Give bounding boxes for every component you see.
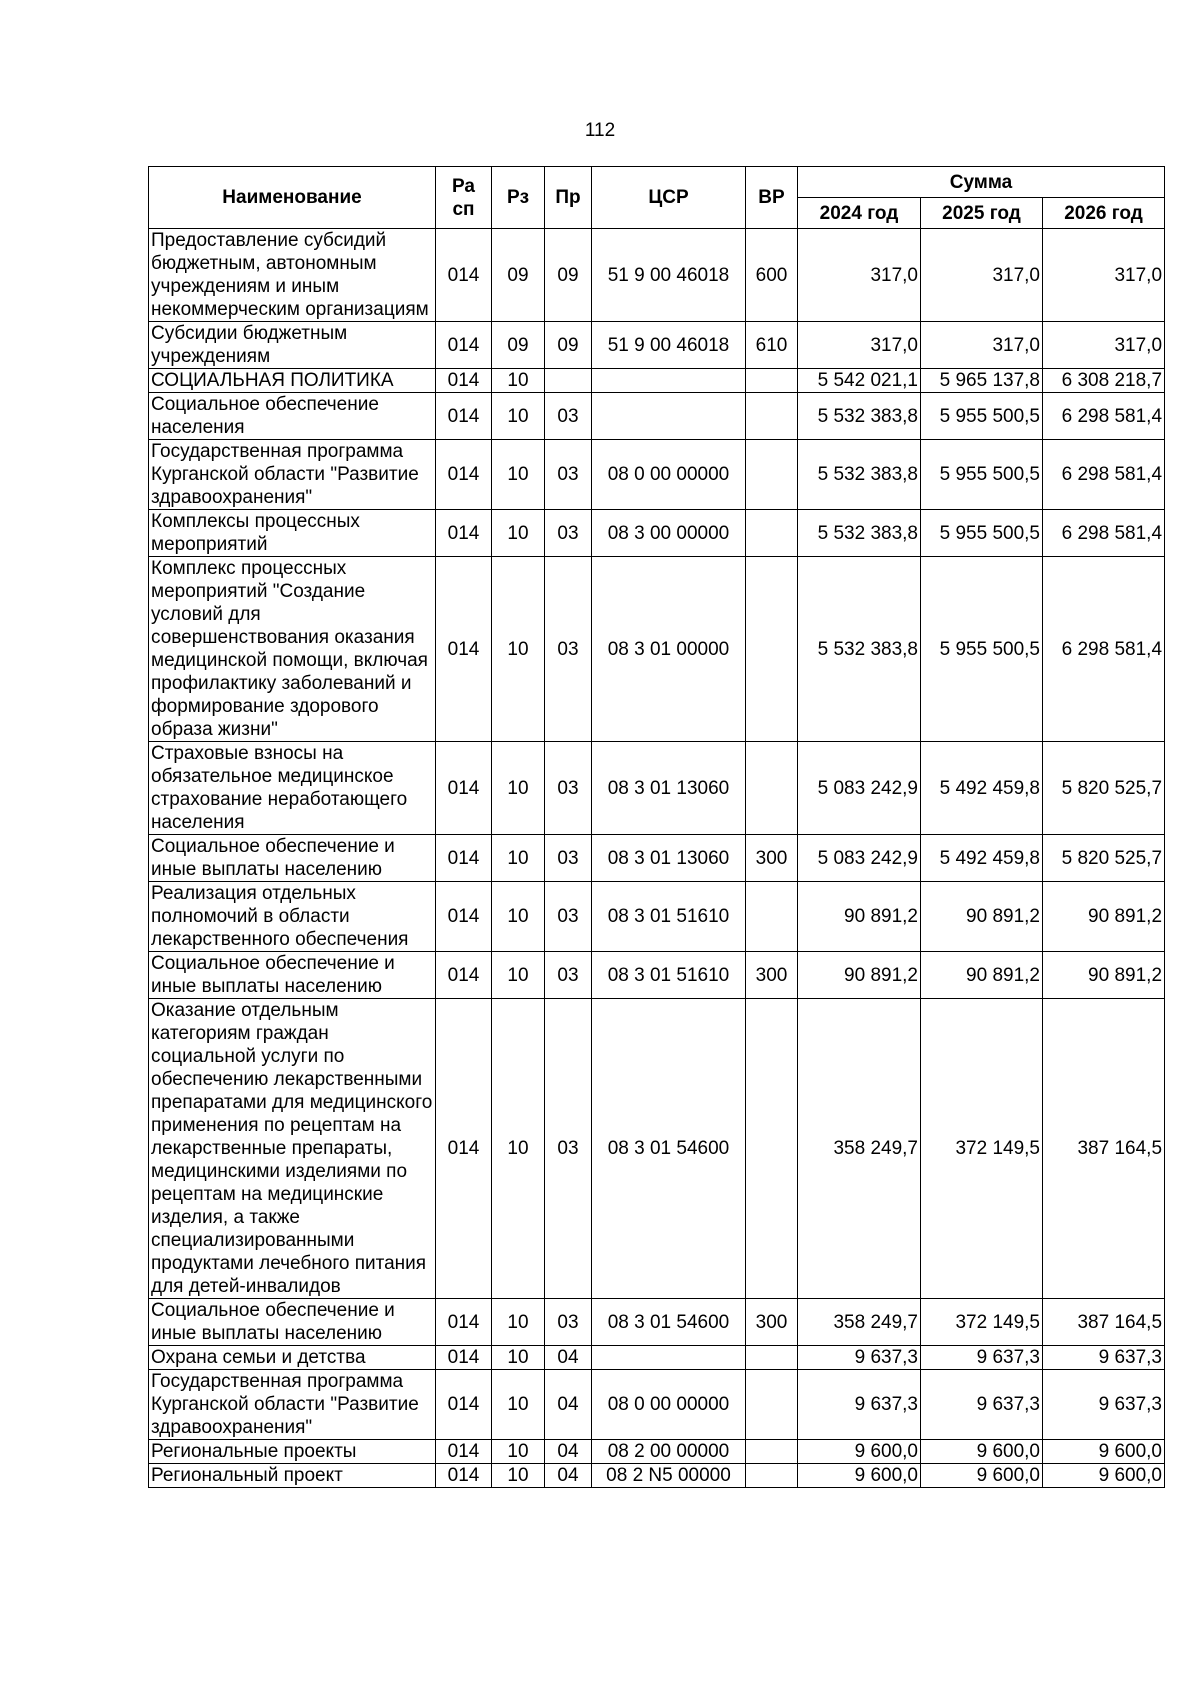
cell-vr: [746, 1464, 798, 1488]
cell-name: СОЦИАЛЬНАЯ ПОЛИТИКА: [149, 369, 436, 393]
cell-rasp: 014: [436, 999, 492, 1299]
cell-y2025: 372 149,5: [921, 1299, 1043, 1346]
cell-vr: [746, 369, 798, 393]
cell-vr: 300: [746, 835, 798, 882]
cell-y2026: 90 891,2: [1043, 882, 1165, 952]
cell-name: Региональный проект: [149, 1464, 436, 1488]
cell-pr: 04: [545, 1440, 592, 1464]
table-row: [149, 229, 1165, 322]
cell-pr: 03: [545, 393, 592, 440]
cell-pr: 04: [545, 1464, 592, 1488]
cell-rz: 10: [492, 882, 545, 952]
table-row: [149, 1370, 1165, 1440]
budget-table: [148, 166, 1165, 1488]
cell-y2025: 90 891,2: [921, 882, 1043, 952]
cell-y2025: 5 955 500,5: [921, 393, 1043, 440]
cell-rasp: 014: [436, 393, 492, 440]
cell-rasp: 014: [436, 322, 492, 369]
cell-y2025: 90 891,2: [921, 952, 1043, 999]
cell-y2025: 9 600,0: [921, 1440, 1043, 1464]
cell-csr: 08 3 01 13060: [592, 835, 746, 882]
cell-y2024: 5 083 242,9: [798, 835, 921, 882]
col-header-sum: Сумма: [798, 167, 1165, 198]
cell-y2024: 9 637,3: [798, 1370, 921, 1440]
cell-y2024: 5 542 021,1: [798, 369, 921, 393]
cell-pr: 09: [545, 229, 592, 322]
cell-y2026: 317,0: [1043, 322, 1165, 369]
cell-vr: [746, 999, 798, 1299]
cell-csr: 08 3 00 00000: [592, 510, 746, 557]
cell-rz: 09: [492, 322, 545, 369]
cell-rz: 10: [492, 1346, 545, 1370]
cell-csr: 08 2 00 00000: [592, 1440, 746, 1464]
cell-rasp: 014: [436, 1440, 492, 1464]
cell-y2026: 317,0: [1043, 229, 1165, 322]
table-row: [149, 1346, 1165, 1370]
cell-vr: [746, 440, 798, 510]
cell-name: Оказание отдельным категориям граждан социальной услуги по обеспечению лекарственными препаратами для медицинского применения по рецептам на лекарственные препараты, медицинскими изделиями по рецептам на медицинские изделия, а также специализированными продуктами лечебного питания для детей-инвалидов: [149, 999, 436, 1299]
cell-pr: 03: [545, 1299, 592, 1346]
cell-pr: 03: [545, 882, 592, 952]
cell-pr: 03: [545, 510, 592, 557]
cell-y2026: 90 891,2: [1043, 952, 1165, 999]
table-body: [149, 229, 1165, 1488]
cell-vr: 610: [746, 322, 798, 369]
cell-y2024: 5 532 383,8: [798, 393, 921, 440]
cell-csr: 08 3 01 00000: [592, 557, 746, 742]
cell-y2026: 6 298 581,4: [1043, 440, 1165, 510]
cell-csr: 08 3 01 54600: [592, 1299, 746, 1346]
cell-y2024: 358 249,7: [798, 1299, 921, 1346]
cell-rz: 10: [492, 952, 545, 999]
cell-rz: 10: [492, 835, 545, 882]
cell-rasp: 014: [436, 1464, 492, 1488]
cell-y2026: 6 298 581,4: [1043, 557, 1165, 742]
cell-name: Государственная программа Курганской области "Развитие здравоохранения": [149, 1370, 436, 1440]
table-row: [149, 952, 1165, 999]
page-number: 112: [584, 120, 616, 141]
table-row: [149, 440, 1165, 510]
cell-rasp: 014: [436, 510, 492, 557]
cell-vr: [746, 882, 798, 952]
cell-name: Региональные проекты: [149, 1440, 436, 1464]
cell-csr: 51 9 00 46018: [592, 322, 746, 369]
cell-rasp: 014: [436, 229, 492, 322]
cell-y2024: 5 532 383,8: [798, 510, 921, 557]
col-header-rz: Рз: [492, 167, 545, 229]
cell-rz: 09: [492, 229, 545, 322]
cell-rasp: 014: [436, 835, 492, 882]
cell-pr: 03: [545, 557, 592, 742]
cell-csr: 08 2 N5 00000: [592, 1464, 746, 1488]
cell-name: Социальное обеспечение и иные выплаты населению: [149, 1299, 436, 1346]
col-header-pr: Пр: [545, 167, 592, 229]
table-row: [149, 557, 1165, 742]
cell-y2024: 9 600,0: [798, 1440, 921, 1464]
cell-y2026: 6 308 218,7: [1043, 369, 1165, 393]
cell-rz: 10: [492, 999, 545, 1299]
cell-y2025: 317,0: [921, 322, 1043, 369]
cell-y2026: 387 164,5: [1043, 999, 1165, 1299]
cell-y2024: 317,0: [798, 229, 921, 322]
cell-pr: 03: [545, 952, 592, 999]
table-row: [149, 510, 1165, 557]
cell-name: Социальное обеспечение и иные выплаты населению: [149, 952, 436, 999]
table-row: [149, 322, 1165, 369]
cell-csr: [592, 369, 746, 393]
cell-name: Предоставление субсидий бюджетным, автономным учреждениям и иным некоммерческим организациям: [149, 229, 436, 322]
cell-y2025: 9 637,3: [921, 1346, 1043, 1370]
cell-y2026: 9 637,3: [1043, 1370, 1165, 1440]
table-row: [149, 835, 1165, 882]
cell-vr: [746, 393, 798, 440]
cell-vr: 300: [746, 1299, 798, 1346]
cell-y2025: 372 149,5: [921, 999, 1043, 1299]
col-header-rasp: [436, 167, 492, 229]
cell-y2026: 387 164,5: [1043, 1299, 1165, 1346]
cell-name: Реализация отдельных полномочий в области лекарственного обеспечения: [149, 882, 436, 952]
cell-y2026: 6 298 581,4: [1043, 510, 1165, 557]
cell-name: Страховые взносы на обязательное медицинское страхование неработающего населения: [149, 742, 436, 835]
table-row: [149, 999, 1165, 1299]
col-header-2026: 2026 год: [1043, 198, 1165, 229]
table-row: [149, 1464, 1165, 1488]
cell-pr: 03: [545, 835, 592, 882]
cell-y2024: 5 532 383,8: [798, 440, 921, 510]
cell-rz: 10: [492, 557, 545, 742]
cell-csr: 08 0 00 00000: [592, 440, 746, 510]
cell-vr: [746, 1440, 798, 1464]
cell-vr: [746, 1346, 798, 1370]
cell-name: Социальное обеспечение и иные выплаты населению: [149, 835, 436, 882]
cell-vr: [746, 557, 798, 742]
col-header-vr: ВР: [746, 167, 798, 229]
cell-y2024: 5 083 242,9: [798, 742, 921, 835]
cell-y2026: 9 600,0: [1043, 1440, 1165, 1464]
table-row: [149, 1440, 1165, 1464]
cell-rasp: 014: [436, 742, 492, 835]
cell-y2026: 5 820 525,7: [1043, 835, 1165, 882]
cell-pr: 09: [545, 322, 592, 369]
cell-rasp: 014: [436, 557, 492, 742]
cell-pr: 03: [545, 440, 592, 510]
cell-rz: 10: [492, 1464, 545, 1488]
table-row: [149, 393, 1165, 440]
table-row: [149, 882, 1165, 952]
cell-y2026: 9 637,3: [1043, 1346, 1165, 1370]
cell-csr: 08 3 01 51610: [592, 882, 746, 952]
col-header-rasp-top: Ра: [452, 175, 475, 197]
cell-rz: 10: [492, 1299, 545, 1346]
cell-y2024: 90 891,2: [798, 882, 921, 952]
cell-y2025: 5 965 137,8: [921, 369, 1043, 393]
cell-y2024: 317,0: [798, 322, 921, 369]
cell-y2024: 358 249,7: [798, 999, 921, 1299]
cell-rasp: 014: [436, 369, 492, 393]
cell-rz: 10: [492, 510, 545, 557]
cell-y2025: 5 955 500,5: [921, 510, 1043, 557]
cell-vr: 600: [746, 229, 798, 322]
cell-rasp: 014: [436, 1370, 492, 1440]
cell-y2025: 317,0: [921, 229, 1043, 322]
table-row: [149, 369, 1165, 393]
cell-y2024: 90 891,2: [798, 952, 921, 999]
col-header-2025: 2025 год: [921, 198, 1043, 229]
cell-rz: 10: [492, 369, 545, 393]
cell-csr: 51 9 00 46018: [592, 229, 746, 322]
col-header-rasp-bottom: сп: [452, 198, 475, 220]
cell-pr: 04: [545, 1346, 592, 1370]
cell-csr: 08 0 00 00000: [592, 1370, 746, 1440]
cell-pr: 03: [545, 999, 592, 1299]
cell-name: Субсидии бюджетным учреждениям: [149, 322, 436, 369]
cell-name: Социальное обеспечение населения: [149, 393, 436, 440]
cell-vr: [746, 742, 798, 835]
cell-csr: 08 3 01 54600: [592, 999, 746, 1299]
cell-rz: 10: [492, 742, 545, 835]
cell-y2025: 9 600,0: [921, 1464, 1043, 1488]
cell-rasp: 014: [436, 1299, 492, 1346]
cell-vr: [746, 1370, 798, 1440]
cell-y2025: 5 955 500,5: [921, 440, 1043, 510]
cell-rz: 10: [492, 1440, 545, 1464]
cell-rz: 10: [492, 393, 545, 440]
cell-csr: 08 3 01 51610: [592, 952, 746, 999]
table-row: [149, 1299, 1165, 1346]
cell-y2024: 9 600,0: [798, 1464, 921, 1488]
cell-y2025: 5 492 459,8: [921, 742, 1043, 835]
cell-rasp: 014: [436, 952, 492, 999]
cell-rasp: 014: [436, 1346, 492, 1370]
cell-name: Комплексы процессных мероприятий: [149, 510, 436, 557]
cell-csr: [592, 393, 746, 440]
cell-rasp: 014: [436, 440, 492, 510]
cell-pr: [545, 369, 592, 393]
cell-y2024: 9 637,3: [798, 1346, 921, 1370]
cell-csr: [592, 1346, 746, 1370]
cell-y2026: 9 600,0: [1043, 1464, 1165, 1488]
cell-pr: 04: [545, 1370, 592, 1440]
cell-y2026: 5 820 525,7: [1043, 742, 1165, 835]
cell-y2026: 6 298 581,4: [1043, 393, 1165, 440]
cell-name: Комплекс процессных мероприятий "Создание условий для совершенствования оказания медицинской помощи, включая профилактику заболеваний и формирование здорового образа жизни": [149, 557, 436, 742]
col-header-name: Наименование: [149, 167, 436, 229]
cell-pr: 03: [545, 742, 592, 835]
cell-vr: [746, 510, 798, 557]
cell-y2024: 5 532 383,8: [798, 557, 921, 742]
col-header-2024: 2024 год: [798, 198, 921, 229]
cell-name: Государственная программа Курганской области "Развитие здравоохранения": [149, 440, 436, 510]
cell-y2025: 9 637,3: [921, 1370, 1043, 1440]
cell-y2025: 5 955 500,5: [921, 557, 1043, 742]
cell-rasp: 014: [436, 882, 492, 952]
table-row: [149, 742, 1165, 835]
cell-csr: 08 3 01 13060: [592, 742, 746, 835]
cell-name: Охрана семьи и детства: [149, 1346, 436, 1370]
col-header-csr: ЦСР: [592, 167, 746, 229]
cell-vr: 300: [746, 952, 798, 999]
cell-rz: 10: [492, 440, 545, 510]
cell-y2025: 5 492 459,8: [921, 835, 1043, 882]
cell-rz: 10: [492, 1370, 545, 1440]
